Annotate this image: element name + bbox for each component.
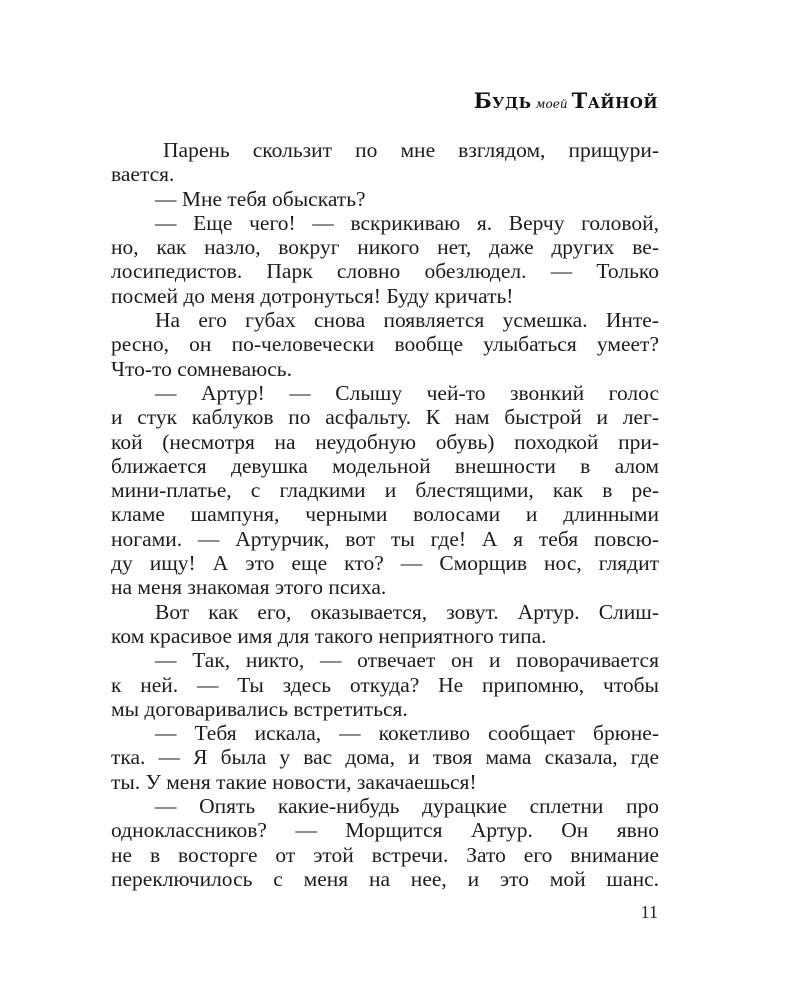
text-line: тка. — Я была у вас дома, и твоя мама сказала, где [111,745,659,770]
text-line: ближается девушка модельной внешности в алом [111,453,659,478]
text-line: — Тебя искала, — кокетливо сообщает брюне- [155,721,659,746]
text-line: кой (несмотря на неудобную обувь) походкой при- [111,429,659,454]
text-line: посмей до меня дотронуться! Буду кричать! [111,283,514,308]
text-line: но, как назло, вокруг никого нет, даже других ве- [111,235,659,260]
text-line: вается. [111,162,175,187]
text-line: — Так, никто, — отвечает он и поворачивается [155,648,659,673]
text-line: одноклассников? — Морщится Артур. Он явно [111,818,659,843]
text-line: переключилось с меня на нее, и это мой шанс. [111,866,659,891]
text-line: Вот как его, оказывается, зовут. Артур. Слиш- [155,599,659,624]
page-number: 11 [640,902,658,922]
text-line: — Еще чего! — вскрикиваю я. Верчу головой, [155,210,659,235]
text-line: мини-платье, с гладкими и блестящими, как в ре- [111,478,659,503]
text-line: и стук каблуков по асфальту. К нам быстрой и лег- [111,405,659,430]
text-line: ду ищу! А это еще кто? — Сморщив нос, глядит [111,551,659,576]
text-line: ты. У меня такие новости, закачаешься! [111,769,477,794]
text-line: ком красивое имя для такого неприятного типа. [111,623,547,648]
text-line: кламе шампуня, черными волосами и длинными [111,502,659,527]
text-line: на меня знакомая этого психа. [111,575,387,600]
header-word-1: Будь [473,88,532,113]
header-word-3: Тайной [571,88,658,113]
text-line: На его губах снова появляется усмешка. Инте- [155,308,659,333]
text-line: — Мне тебя обыскать? [155,186,366,211]
text-line: ресно, он по-человечески вообще улыбаться умеет? [111,332,659,357]
running-header [474,88,658,113]
header-word-2: моей [535,97,568,111]
text-line: к ней. — Ты здесь откуда? Не припомню, чтобы [111,672,659,697]
text-line: Парень скользит по мне взглядом, прищури- [163,138,659,162]
text-line: не в восторге от этой встречи. Зато его внимание [111,842,659,867]
text-line: лосипедистов. Парк словно обезлюдел. — Только [111,259,659,284]
text-line: ногами. — Артурчик, вот ты где! А я тебя повсю- [111,526,659,551]
text-line: Что-то сомневаюсь. [111,356,292,381]
body-text [111,138,659,891]
text-line: — Опять какие-нибудь дурацкие сплетни про [155,794,659,819]
text-line: мы договаривались встретиться. [111,696,408,721]
text-line: — Артур! — Слышу чей-то звонкий голос [155,380,659,405]
